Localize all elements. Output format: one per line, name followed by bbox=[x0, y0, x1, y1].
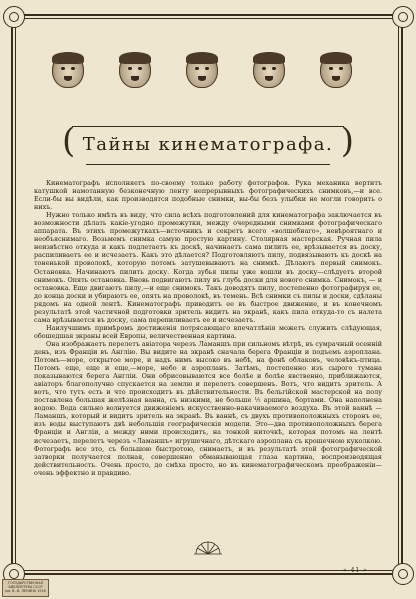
page-title: Тайны кинематографа. bbox=[82, 134, 334, 155]
child-face-image bbox=[253, 52, 285, 88]
title-ornament: ( bbox=[62, 121, 76, 161]
page-number: « 41 » bbox=[343, 567, 368, 574]
child-face-image bbox=[52, 52, 84, 88]
title-ornament: ) bbox=[340, 121, 354, 161]
page-number-value: 41 bbox=[350, 567, 361, 574]
article-paragraph: Кинематографъ исполняетъ по-своему только работу фотографов. Рука механика вертитъ катушкой намотанную безконечную ленту непрерывныхъ фотографическихъ снимковъ,—и все. Если-бы вы видѣли, как производятся подобные снимки, вы-бы безъ улыбки не могли говорить о нихъ. bbox=[34, 179, 382, 212]
corner-ornament bbox=[392, 563, 414, 585]
child-face-image bbox=[186, 52, 218, 88]
corner-ornament bbox=[392, 6, 414, 28]
sunburst-ornament bbox=[192, 540, 224, 556]
article-paragraph: Нужно только имѣть въ виду, что сила всѣхъ подготовлений для кинематографа заключается въ возможности дѣлать какіе-угодно промежутки, между очередными снимками фотографическаго аппарата. Въ этихъ промежуткахъ—источникъ и секретъ всего «волшебнаго», невѣроятнаго и необъяснимаго. Возьмемъ снимка самую простую картину. Столярная мастерская. Ручная пила неизвѣстно откуда и какъ подлетаетъ къ доскѣ, начинаетъ сама пилить ее, врѣзывается въ доску, распиливаетъ ее и исчезаетъ. Какъ это дѣлается? Подготовляютъ пилу, подвязываютъ къ доскѣ на тоненькой проволокѣ, которую потомъ затушевываютъ на снимкѣ. Дѣлаютъ первый снимокъ. Остановка. Начинаютъ пилить доску. Когда зубья пилы уже вошли въ доску—слѣдуетъ второй снимокъ. Опять остановка. Вновь подвигаютъ пилу въ глубь доски для нового снимка. Снимокъ, — и остановка. Еще двигаютъ пилу,—и еще снимокъ. Такъ доводятъ пилу, постепенно фотографируя ее, до конца доски и убираютъ ее, опять на проволокѣ, въ темень. Всѣ снимки съ пилы и доски, сдѣланы рядомъ на одной лентѣ. Кинематографъ приводитъ ее въ быстрое движение, и въ конечномъ результатѣ этой частичной подготовки зритель видитъ на экранѣ, какъ пила откуда-то съ налета сама врѣзывается въ доску, сама перепиливаетъ ее и исчезаетъ. bbox=[34, 211, 382, 324]
article-paragraph: Она изображаетъ перелетъ авіатора черезъ Ламаншъ при сильномъ вѣтрѣ, въ сумрачный осенній день, изъ Франціи въ Англію. Вы видите на экранѣ сначала берега Франціи и подъемъ аэроплана. Потомъ—море, открытое море, и надъ нимъ высоко въ небѣ, на фонѣ облаковъ, человѣкъ-птица. Потомъ еще, еще и еще,—море, небо и аэропланъ. Затѣмъ, постепенно изъ сырого тумана показываются берега Англіи. Они обрисовываются все болѣе и болѣе явственно, приближаются, авіаторъ благополучно спускается на землю и перелетъ совершенъ. Вотъ, что видитъ зритель. А вотъ, что тутъ есть и что происходитъ въ дѣйствительности. Въ бельгійской мастерской на полу поставлена большая желѣзная ванна, съ низкими, не больше ½ аршина, бортами. Она наполнена водою. Вода сильно волнуется движеніемъ искусственно-накачиваемого воздуха. Въ этой ваннѣ — Ламаншъ, который и видитъ зритель на экранѣ. Въ ваннѣ, съ двухъ противоположныхъ сторонъ ее, изъ воды выступаютъ двѣ небольшія географическія модели. Это—два противоположныхъ берега Франціи и Англіи, а между ними происходитъ, на тонкой ниточкѣ, которая потомъ на лентѣ исчезаетъ, перелетъ черезъ «Ламаншъ» игрушечнаго, дѣтскаго аэроплана съ крошечною куколкою. Фотографъ все это, съ большою быстротою, снимаетъ, и въ результатѣ этой фотографической затворки получается полная, совершенно обманывающая глаза картина, воспроизводящая действительность. Очень просто, до смѣха просто, но въ кинематографическомъ преображеніи—очень эффектно и правдиво. bbox=[34, 339, 382, 477]
corner-ornament bbox=[3, 6, 25, 28]
child-face-image bbox=[119, 52, 151, 88]
child-face-image bbox=[320, 52, 352, 88]
title-frame bbox=[62, 121, 354, 162]
article-body bbox=[34, 179, 382, 536]
library-stamp: ГОСУДАРСТВЕННАЯ БИБЛИОТЕКА СССР им. В. И. ЛЕНИНА 1916 bbox=[2, 579, 49, 597]
article-paragraph: Наилучшимъ примѣромъ достиженія потрясающаго впечатлѣнія можетъ служить слѣдующая, обошедшая экраны всей Европы, величественная картина. bbox=[34, 323, 382, 340]
faces-illustration bbox=[52, 52, 352, 92]
